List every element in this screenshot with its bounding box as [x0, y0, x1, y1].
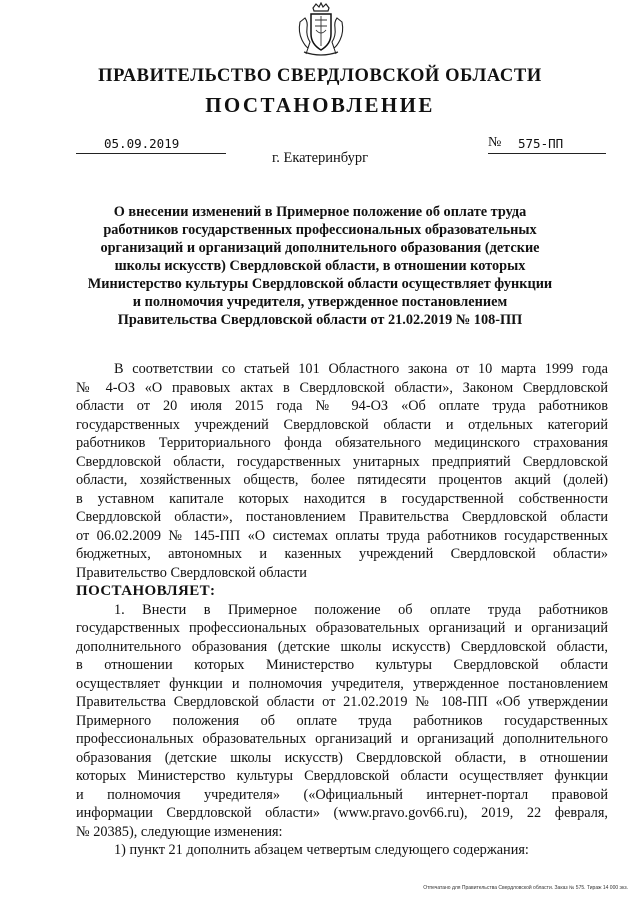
print-footer: Отпечатано для Правительства Свердловской области. Заказ № 575. Тираж 14 000 экз. [423, 885, 628, 891]
item1-line: Примерного положения об оплате труда работников государственных [76, 712, 608, 729]
item1-line: которых Министерство культуры Свердловской области осуществляет функции [76, 768, 608, 784]
item1-line: профессиональных образовательных организаций и организаций дополнительного [76, 731, 608, 747]
item1-line: и полномочия учредителя» («Официальный интернет-портал правовой [76, 786, 608, 803]
item1-line: в отношении которых Министерство культуры Свердловской области [76, 657, 608, 673]
preamble-line: государственных учреждений Свердловской области и отдельных категорий [76, 416, 608, 433]
city-name: г. Екатеринбург [271, 150, 369, 166]
title-line: организаций и организаций дополнительного образования (детские [100, 240, 540, 256]
preamble-line: № 4-ОЗ «О правовых актах в Свердловской области», Законом Свердловской [76, 379, 608, 396]
preamble-line: от 06.02.2009 № 145-ПП «О системах оплаты труда работников государственных [76, 527, 608, 544]
decree-body [76, 360, 608, 860]
title-line: О внесении изменений в Примерное положение об оплате труда [113, 204, 527, 220]
title-line: Правительства Свердловской области от 21.02.2019 № 108-ПП [117, 312, 523, 328]
preamble-line: области от 20 июля 2015 года № 94-ОЗ «Об оплате труда работников [76, 398, 608, 414]
preamble-line: в уставном капитале которых находится в государственной собственности [76, 490, 608, 507]
item1-subitem: 1) пункт 21 дополнить абзацем четвертым следующего содержания: [114, 842, 529, 858]
title-line: Министерство культуры Свердловской области осуществляет функции [87, 276, 553, 292]
decree-date: 05.09.2019 [104, 136, 180, 151]
item1-line: Правительства Свердловской области от 21.02.2019 № 108-ПП «Об утверждении [76, 694, 608, 710]
item1-line: дополнительного образования (детские школы искусств) Свердловской области, [76, 638, 608, 655]
title-line: и полномочия учредителя, утвержденное постановлением [132, 294, 508, 310]
item1-line: осуществляет функции и полномочия учредителя, утвержденное постановлением [76, 675, 608, 692]
resolves-heading: ПОСТАНОВЛЯЕТ: [76, 583, 216, 599]
item1-line: образования (детские школы искусств) Свердловской области, в отношении [76, 749, 608, 766]
preamble-line: бюджетных, автономных и казенных учреждений Свердловской области» [76, 546, 608, 562]
document-type-title: ПОСТАНОВЛЕНИЕ [205, 93, 435, 117]
preamble-line: В соответствии со статьей 101 Областного закона от 10 марта 1999 года [114, 361, 608, 377]
preamble-line: Свердловской области, государственных унитарных предприятий Свердловской [76, 453, 608, 470]
item1-line: информации Свердловской области» (www.pravo.gov66.ru), 2019, 22 февраля, [76, 805, 608, 821]
item1-line: № 20385), следующие изменения: [76, 823, 283, 840]
title-line: работников государственных профессиональных образовательных [103, 222, 537, 238]
decree-title [80, 203, 560, 329]
number-sign: № [488, 135, 502, 150]
coat-of-arms-emblem [296, 2, 346, 58]
title-line: школы искусств) Свердловской области, в отношении которых [114, 258, 526, 274]
preamble-line: Правительство Свердловской области [76, 564, 307, 581]
item1-line: государственных профессиональных образовательных организаций и организаций [76, 620, 608, 636]
decree-number: 575-ПП [518, 136, 564, 151]
preamble-line: работников Территориального фонда обязательного медицинского страхования [76, 435, 608, 451]
preamble-line: Свердловской области», постановлением Правительства Свердловской области [76, 509, 608, 525]
item1-line: 1. Внести в Примерное положение об оплате труда работников [114, 601, 608, 618]
preamble-line: области, хозяйственных обществ, более пятидесяти процентов акций (долей) [76, 472, 608, 488]
government-name: ПРАВИТЕЛЬСТВО СВЕРДЛОВСКОЙ ОБЛАСТИ [98, 66, 542, 86]
